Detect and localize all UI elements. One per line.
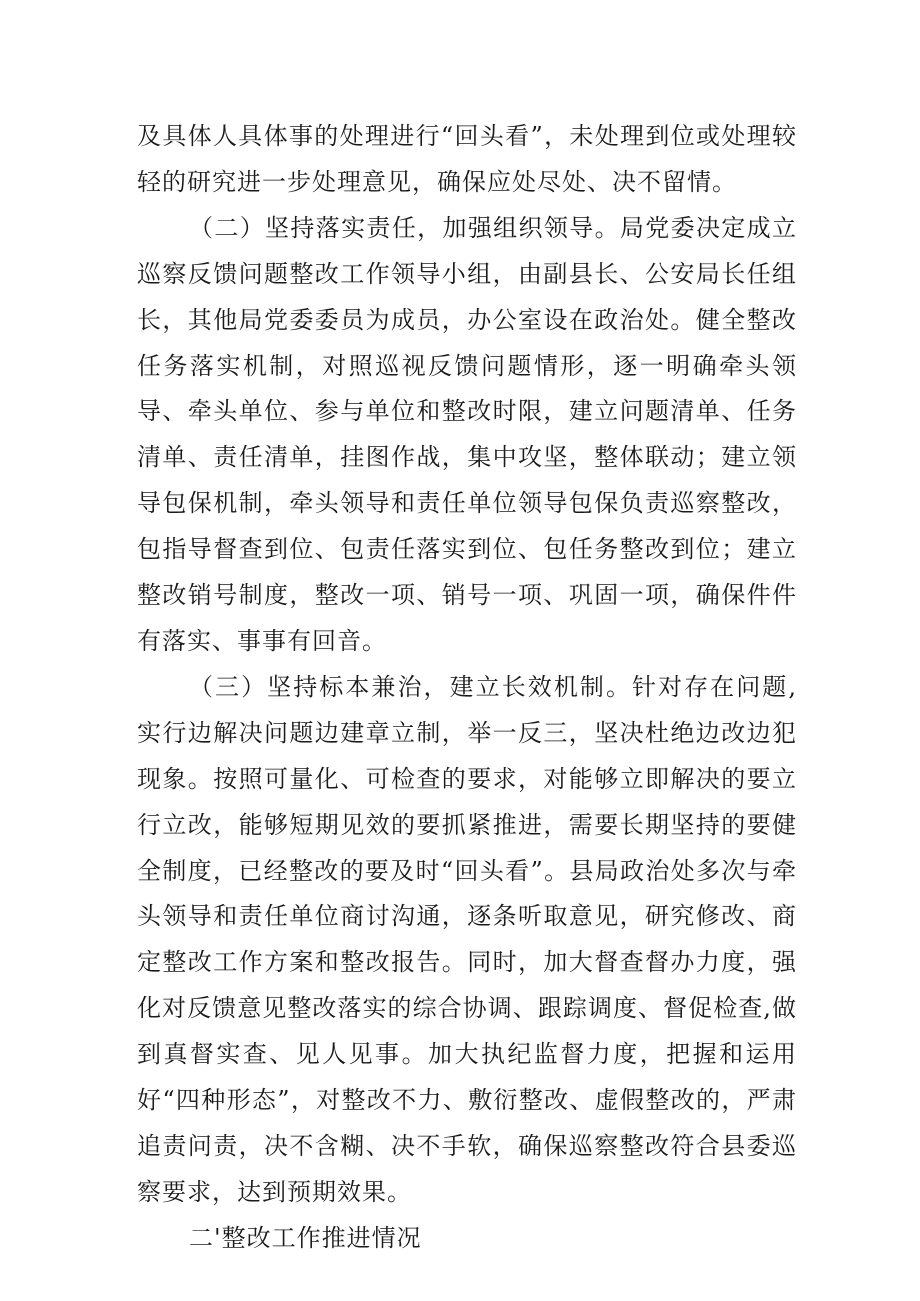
paragraph-continuation: 及具体人具体事的处理进行“回头看”，未处理到位或处理较轻的研究进一步处理意见，确保应处尽处、决不留情。 <box>137 122 797 196</box>
document-page <box>137 114 797 1262</box>
section-heading: 二'整改工作推进情况 <box>189 1223 422 1252</box>
paragraph-section-two: （二）坚持落实责任，加强组织领导。局党委决定成立巡察反馈问题整改工作领导小组，由副县长、公安局长任组长，其他局党委委员为成员，办公室设在政治处。健全整改任务落实机制，对照巡视反馈问题情形，逐一明确牵头领导、牵头单位、参与单位和整改时限，建立问题清单、任务清单、责任清单，挂图作战，集中攻坚，整体联动；建立领导包保机制，牵头领导和责任单位领导包保负责巡察整改，包指导督查到位、包责任落实到位、包任务整改到位；建立整改销号制度，整改一项、销号一项、巩固一项，确保件件有落实、事事有回音。 <box>137 213 797 655</box>
paragraph-section-three: （三）坚持标本兼治，建立长效机制。针对存在问题,实行边解决问题边建章立制，举一反三，坚决杜绝边改边犯现象。按照可量化、可检查的要求，对能够立即解决的要立行立改，能够短期见效的要抓紧推进，需要长期坚持的要健全制度，已经整改的要及时“回头看”。县局政治处多次与牵头领导和责任单位商讨沟通，逐条听取意见，研究修改、商定整改工作方案和整改报告。同时，加大督查督办力度，强化对反馈意见整改落实的综合协调、跟踪调度、督促检查,做到真督实查、见人见事。加大执纪监督力度，把握和运用好“四种形态”，对整改不力、敷衍整改、虚假整改的，严肃追责问责，决不含糊、决不手软，确保巡察整改符合县委巡察要求，达到预期效果。 <box>137 672 797 1206</box>
